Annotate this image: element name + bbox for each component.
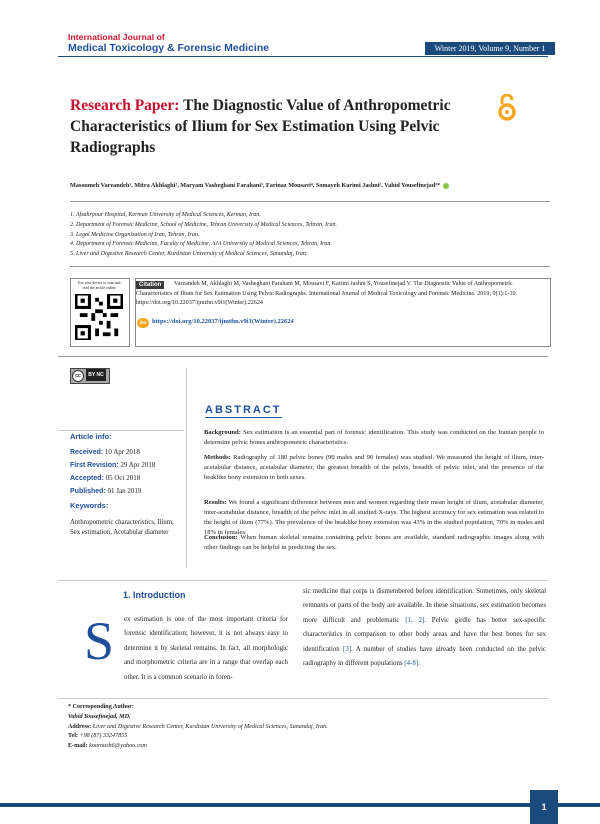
article-title-text: The Diagnostic Value of Anthropometric Characteristics of Ilium for Sex Estimation Using Pelvic Radiographs <box>70 97 451 156</box>
keywords-text: Anthropometric characteristics, Ilium, Sex estimation, Acetabular diameter <box>70 519 174 536</box>
drop-cap: S <box>84 611 115 671</box>
author-list <box>70 182 550 189</box>
info-label: First Revision: <box>70 462 119 469</box>
paragraph-text: sic medicine that corps is dismembered before identification. Sometimes, only skeletal remnants or parts of the body are available. In these situations, sex estimation becomes more difficult and problematic <box>303 588 546 624</box>
keywords-heading: Keywords: <box>70 501 109 510</box>
section-heading: 1. Introduction <box>123 590 186 600</box>
affiliation-item: 2. Department of Forensic Medicine, School of Medicine, Tehran University of Medical Sciences, Tehran, Iran. <box>70 221 337 228</box>
info-label: Accepted: <box>70 475 104 482</box>
article-info-row <box>70 448 140 456</box>
journal-name-line2: Medical Toxicology & Forensic Medicine <box>68 42 270 54</box>
doi-icon: doi <box>137 318 149 328</box>
affiliation-list <box>70 211 550 260</box>
info-value: 01 Jan 2019 <box>107 487 142 495</box>
qr-caption: Use your device to scan and read the article online <box>77 281 121 290</box>
paragraph-text: . Pelvic girdle has better sex-specific characteristics in comparison to other body areas and have the best bones for sex identification <box>303 616 546 653</box>
issue-banner: Winter 2019, Volume 9, Number 1 <box>425 42 555 55</box>
abstract-methods <box>204 453 544 483</box>
article-info-row <box>70 461 155 469</box>
abstract-section-label: Results: <box>204 499 227 506</box>
info-value: 29 Apr 2018 <box>120 461 156 469</box>
corr-label: Address: <box>68 723 92 730</box>
citation-text: Varzandeh M, Akhlaghi M, Vasheghani Farahani M, Mousavi F, Karimi Jashni S, Yousefinejad V. The Diagnostic Value of Anthropometric Characteristics of Ilium for Sex Estimation Using Pelvic Radiographs. International Journal of Medical Toxicology and Forensic Medicine. 2019; 9(1):1-10. https://doi.org/10.22037/ijmtfm.v9i1(Winter).22624 <box>136 281 518 307</box>
abstract-section-label: Methods: <box>204 454 231 461</box>
cc-icon: cc <box>72 370 84 382</box>
paragraph-text: . <box>418 660 420 668</box>
reference-link[interactable]: [4-8] <box>404 660 419 668</box>
article-info-row <box>70 474 140 482</box>
footer-bar <box>0 803 600 807</box>
divider <box>58 698 548 699</box>
divider <box>70 201 550 202</box>
journal-name-line1: International Journal of <box>68 32 165 42</box>
orcid-icon[interactable] <box>443 183 449 189</box>
article-title <box>70 95 495 158</box>
corr-heading: * Corresponding Author: <box>68 704 134 710</box>
abstract-section-text: We found a significant difference between men and women regarding their mean height of ilium, acetabular diameter, inter-acetabular distance, breadth of the pelvic inlet in all studied X-rays. The highest accuracy for sex estimation was related to the height of ilium (77%). The prevalence of the beaklike bony extension was 43% in the studied population, 70% in males and 18% in females. <box>204 499 544 536</box>
info-value: 10 Apr 2018 <box>104 448 140 456</box>
paragraph-text: . A number of studies have already been conducted on the pelvic radiography in different populations <box>303 645 546 668</box>
open-access-icon <box>497 94 517 122</box>
abstract-section-label: Background: <box>204 429 241 436</box>
article-info-heading: Article info: <box>70 432 112 441</box>
abstract-conclusion <box>204 533 544 553</box>
corr-tel <box>68 732 328 742</box>
abstract-section-label: Conclusion: <box>204 534 238 541</box>
page-number: 1 <box>530 790 558 824</box>
info-label: Received: <box>70 449 104 456</box>
divider <box>58 356 548 357</box>
article-type: Research Paper: <box>70 97 180 114</box>
affiliation-item: 4. Department of Forensic Medicine, Faculty of Medicine, AJA University of Medical Sciences, Tehran, Iran. <box>70 241 332 248</box>
email-link[interactable]: kooroush6@yahoo.com <box>89 743 147 750</box>
abstract-results <box>204 498 544 538</box>
reference-link[interactable]: [3] <box>343 645 352 653</box>
info-label: Published: <box>70 488 106 495</box>
intro-paragraph-col1: ex estimation is one of the most important criteria for forensic identification; however, it is not always easy to determine it by skeletal remains. In fact, all morphologic and morphometric criteria are in a range that overlap each other. It is a common scenario in foren- <box>124 616 288 681</box>
abstract-section-text: Sex estimation is an essential part of forensic identification. This study was conducted on the Iranian people to determine pelvic bones anthropometric characteristics. <box>204 429 544 446</box>
abstract-section-text: When human skeletal remains containing pelvic bones are available, standard radiographic images along with other findings can be helpful in predicting the sex. <box>204 534 544 551</box>
intro-paragraph-col2 <box>303 585 546 671</box>
corresponding-author <box>68 703 328 752</box>
header-rule <box>58 56 548 57</box>
info-value: 05 Oct 2018 <box>105 474 141 482</box>
corr-value: +98 (87) 33247855 <box>79 733 128 740</box>
divider <box>70 266 550 267</box>
affiliation-item: 5. Liver and Digestive Research Center, Kurdistan University of Medical Sciences, Sanandaj, Iran. <box>70 251 308 258</box>
corr-value: Liver and Digestive Research Center, Kurdistan University of Medical Sciences, Sanandaj, Iran. <box>92 723 328 730</box>
doi-link[interactable]: https://doi.org/10.22037/ijmtfm.v9i1(Winter).22624 <box>152 318 294 325</box>
divider <box>58 430 184 431</box>
corr-address <box>68 723 328 733</box>
corr-label: E-mail: <box>68 743 88 750</box>
article-info-row <box>70 487 141 495</box>
abstract-background <box>204 428 544 448</box>
citation-label: Citation <box>136 281 164 289</box>
affiliation-item: 3. Legal Medicine Organization of Iran, Tehran, Iran. <box>70 231 200 238</box>
divider <box>58 580 548 581</box>
corr-label: Tel: <box>68 733 78 740</box>
corr-email <box>68 742 328 752</box>
abstract-heading: ABSTRACT <box>205 404 282 416</box>
affiliation-item: 1. Afsahrpour Hospital, Kerman University of Medical Sciences, Kerman, Iran. <box>70 212 261 218</box>
reference-link[interactable]: [1, 2] <box>405 616 425 624</box>
corr-name: Vahid Yousefinejad, MD. <box>68 713 131 720</box>
abstract-section-text: Radiography of 180 pelvic bones (90 males and 90 females) was studied. We measured the height of ilium, inter-acetabular distance, acetabular diameter, the greatest breadth of the pelvis, breadth of pelvic inlet, and the presence of the beaklike bony extension in both sexes. <box>204 454 544 481</box>
divider <box>186 368 187 568</box>
qr-code-icon[interactable] <box>75 294 123 340</box>
by-nc-icon: BY NC <box>86 369 106 381</box>
author-names: Masoumeh Varzandeh¹, Mitra Akhlaghi², Maryam Vasheghani Farahani³, Farinaz Mousavi⁴, Somayeh Karimi Jashni², Vahid Yousefinejad⁵* <box>70 182 441 189</box>
